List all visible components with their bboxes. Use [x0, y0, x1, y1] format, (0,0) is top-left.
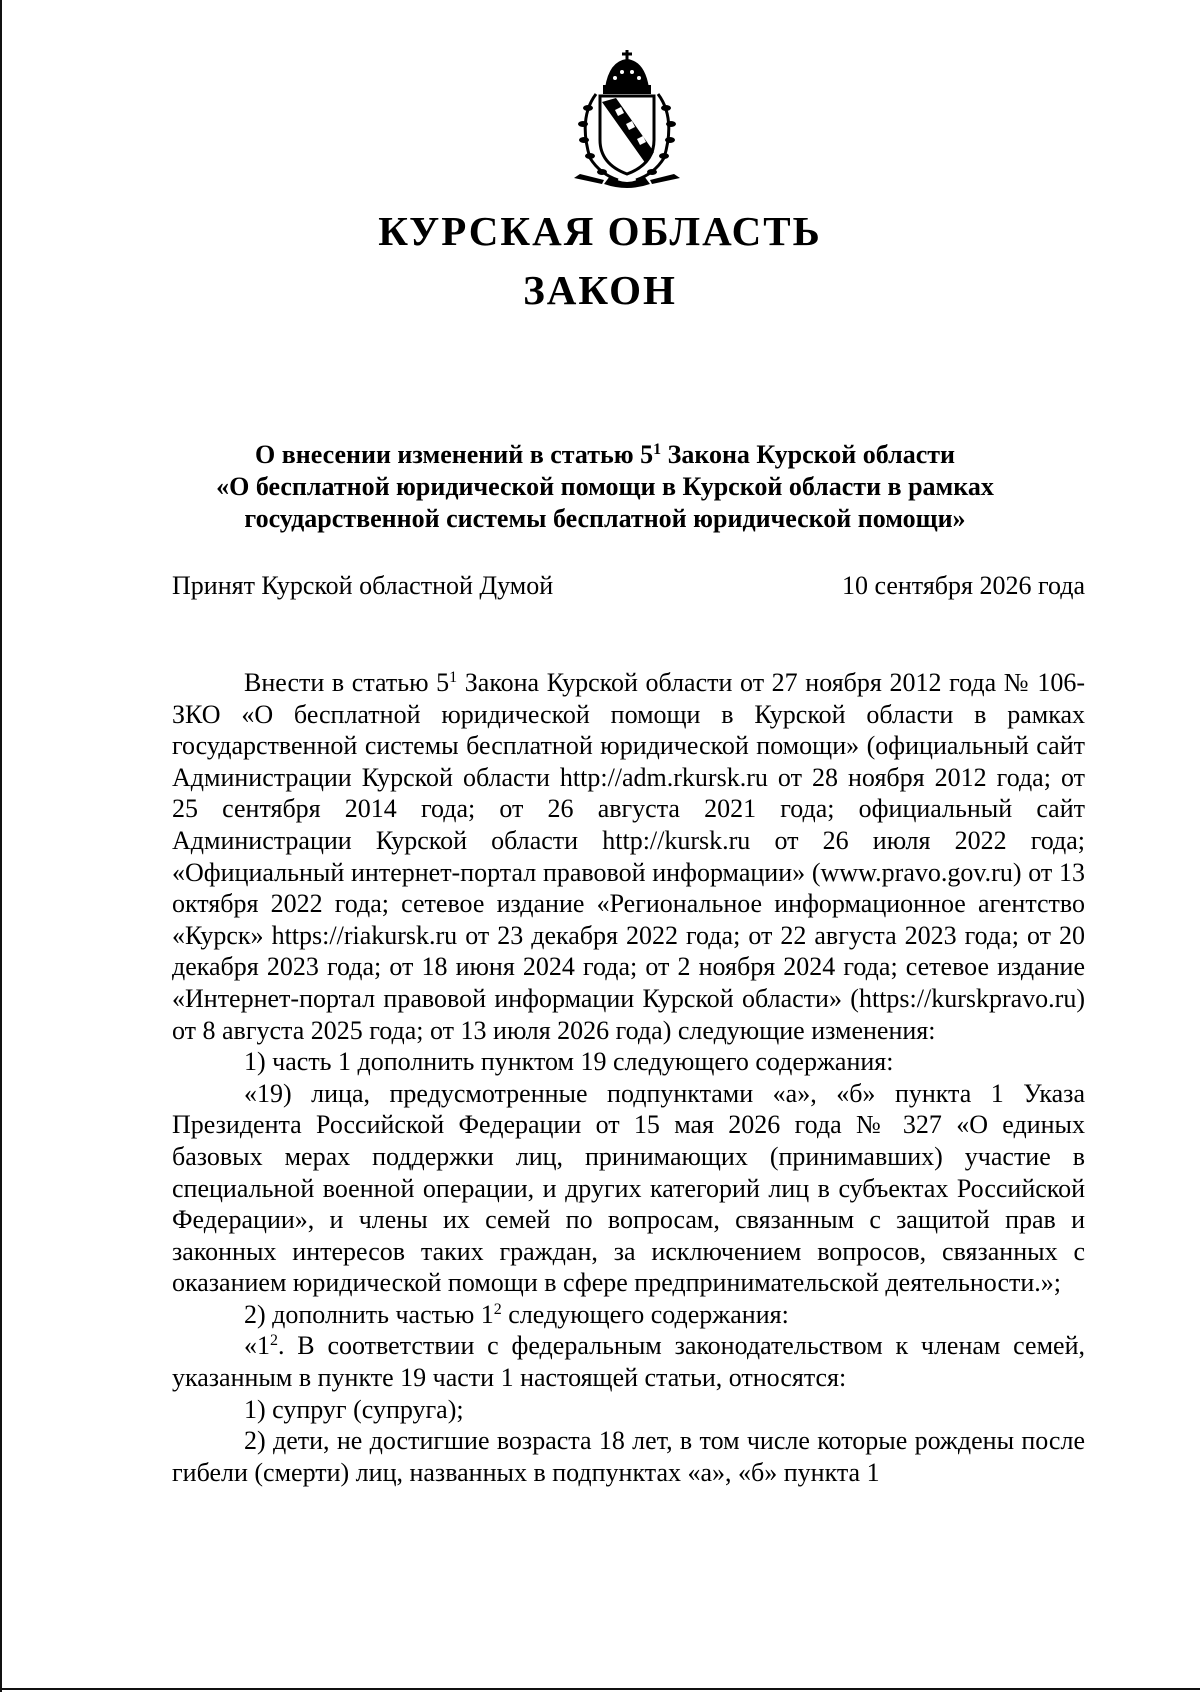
- law-title: [150, 439, 1060, 535]
- scan-edge-bottom: [0, 1688, 1200, 1690]
- law-title-line-3: государственной системы бесплатной юридической помощи»: [244, 504, 966, 533]
- body-paragraph: 2) дополнить частью $1^2$ следующего содержания:: [244, 1299, 789, 1329]
- adoption-date: 10 сентября 2026 года: [841, 571, 1085, 600]
- document-type-heading: ЗАКОН: [523, 267, 677, 313]
- body-paragraph: «$1^2$. В соответствии с федеральным законодательством к членам семей, указанным в пункте 19 части 1 настоящей статьи, относятся:: [172, 1331, 1085, 1393]
- law-title-line-1: О внесении изменений в статью $5^1$ Закона Курской области: [254, 440, 955, 469]
- coat-of-arms-icon: [560, 48, 695, 188]
- body-paragraph: 2) дети, не достигшие возраста 18 лет, в том числе которые рождены после гибели (смерти) лиц, названных в подпунктах «а», «б» пункта 1: [172, 1426, 1085, 1487]
- region-heading: КУРСКАЯ ОБЛАСТЬ: [378, 208, 822, 254]
- law-title-line-2: «О бесплатной юридической помощи в Курской области в рамках: [216, 472, 994, 501]
- body-paragraph: Внести в статью $5^1$ Закона Курской области от 27 ноября 2012 года № 106-ЗКО «О бесплатной юридической помощи в Курской области в рамках государственной системы бесплатной юридической помощи» (официальный сайт Администрации Курской области http://adm.rkursk.ru от 28 ноября 2012 года; от 25 сентября 2014 года; от 26 августа 2021 года; официальный сайт Администрации Курской области http://kursk.ru от 26 июля 2022 года; «Официальный интернет-портал правовой информации» (www.pravo.gov.ru) от 13 октября 2022 года; сетевое издание «Региональное информационное агентство «Курск» https://riakursk.ru от 23 декабря 2022 года; от 22 августа 2023 года; от 20 декабря 2023 года; от 18 июня 2024 года; от 2 ноября 2024 года; сетевое издание «Интернет-портал правовой информации Курской области» (https://kurskpravo.ru) от 8 августа 2025 года; от 13 июля 2026 года) следующие изменения:: [172, 668, 1085, 1045]
- body-paragraph: «19) лица, предусмотренные подпунктами «а», «б» пункта 1 Указа Президента Российской Федерации от 15 мая 2026 года № 327 «О единых базовых мерах поддержки лиц, принимающих (принимавших) участие в специальной военной операции, и других категорий лиц в субъектах Российской Федерации», и члены их семей по вопросам, связанным с защитой прав и законных интересов таких граждан, за исключением вопросов, связанных с оказанием юридической помощи в сфере предпринимательской деятельности.»;: [172, 1078, 1085, 1298]
- law-body: [172, 667, 1085, 1488]
- adoption-line: [172, 570, 1085, 602]
- adopted-by: Принят Курской областной Думой: [172, 571, 554, 600]
- body-paragraph: 1) супруг (супруга);: [244, 1394, 464, 1424]
- body-paragraph: 1) часть 1 дополнить пунктом 19 следующего содержания:: [244, 1047, 894, 1077]
